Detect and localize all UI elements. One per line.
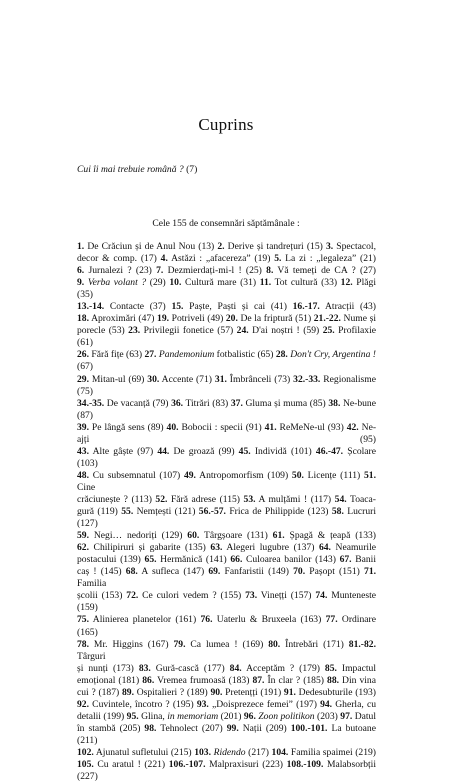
entry-number: 7.	[156, 265, 164, 277]
intro-entry	[77, 164, 197, 175]
entry-number: 94.	[320, 698, 333, 710]
entry-text: De la friptură (51)	[237, 313, 314, 325]
entry-number: 58.	[331, 506, 344, 518]
toc-line	[77, 687, 376, 699]
toc-line	[77, 506, 376, 530]
entry-text: Vinețți (157)	[257, 590, 316, 602]
entry-number: 89.	[121, 686, 134, 698]
entry-number: 43.	[77, 445, 89, 457]
entry-italic-text: Ridendo	[213, 746, 246, 758]
entry-number: 85.	[324, 662, 337, 674]
entry-number: 39.	[77, 421, 89, 433]
entry-text: în stambă (205)	[77, 722, 145, 734]
toc-line	[77, 422, 376, 446]
entry-text: Fără adrese (115)	[167, 493, 244, 505]
entry-number: 40.	[166, 421, 179, 433]
toc-line	[77, 590, 376, 614]
entry-number: 5.	[274, 253, 282, 265]
entry-text: Privilegii fonetice (57)	[140, 325, 237, 337]
entry-text: Vă temeți de CA ? (27)	[273, 265, 376, 277]
entry-text: ReMeNe-ul (93)	[276, 421, 347, 433]
entry-text: Ca lumea ! (169)	[185, 638, 269, 650]
entry-number: 68.	[125, 566, 138, 578]
entry-text: Banii	[351, 554, 377, 566]
entry-text: A mulțămi ! (117)	[255, 493, 335, 505]
entry-number: 20.	[225, 313, 238, 325]
entry-number: 95.	[126, 710, 139, 722]
entry-number: 25.	[322, 325, 335, 337]
entry-text: Nemțești (121)	[133, 506, 199, 518]
entry-number: 92.	[77, 698, 89, 710]
entry-number: 28.	[275, 349, 288, 361]
entry-text: Lucruri (127)	[77, 506, 376, 530]
entry-text: fotbalistic (65)	[214, 349, 276, 361]
entry-text: Accente (71)	[159, 373, 215, 385]
entry-text: „Doisprezece femei” (197)	[208, 698, 321, 710]
entry-number: 81.-82.	[348, 638, 376, 650]
toc-line	[77, 747, 376, 759]
entry-text: La zi : „legaleza” (21)	[281, 253, 376, 265]
intro-title: Cui îi mai trebuie română ?	[77, 164, 184, 175]
entry-text: D'ai noștri ! (59)	[248, 325, 323, 337]
entry-text: (201)	[218, 710, 244, 722]
entry-italic-text: in memoriam	[167, 710, 219, 722]
entry-text: Chilipiruri și gabarite (135)	[89, 542, 211, 554]
toc-line	[77, 398, 376, 422]
entry-number: 86.	[142, 674, 155, 686]
entry-number: 50.	[291, 469, 304, 481]
entry-text: școlii (153)	[77, 590, 127, 602]
entry-text: Mitan-ul (69)	[89, 373, 148, 385]
toc-line	[77, 530, 376, 542]
entry-text: (67)	[77, 361, 93, 373]
toc-line	[77, 313, 376, 325]
entry-text: Dezmierdați-mi-l ! (25)	[163, 265, 267, 277]
entry-text: În clar ? (185)	[264, 674, 328, 686]
entry-text: crăciunește ? (113)	[77, 493, 156, 505]
entry-number: 11.	[259, 277, 272, 289]
entry-number: 60.	[187, 530, 200, 542]
entry-text: Hermănică (141)	[156, 554, 231, 566]
entry-number: 2.	[217, 241, 225, 252]
entry-number: 79.	[173, 638, 186, 650]
entry-text: Pretențți (191)	[222, 686, 284, 698]
entry-text: Fără fițe (63)	[89, 349, 145, 361]
toc-line	[77, 241, 376, 253]
entry-text: Titrări (83)	[183, 397, 231, 409]
entry-number: 13.-14.	[77, 301, 105, 313]
entry-number: 76.	[200, 614, 213, 626]
entry-text: cui ? (187)	[77, 686, 122, 698]
entry-text: Spectacol,	[333, 241, 376, 252]
entry-number: 66.	[230, 554, 243, 566]
entry-text: Uaterlu & Bruxeela (163)	[212, 614, 326, 626]
entry-text: Din vina	[339, 674, 376, 686]
entry-text: Ajunatul sufletului (215)	[93, 746, 195, 758]
entry-number: 88.	[327, 674, 340, 686]
entry-text: Îmbrânceli (73)	[226, 373, 294, 385]
entry-number: 103.	[194, 746, 211, 758]
entry-text: La butoane (211)	[77, 722, 376, 746]
toc-line	[77, 446, 376, 470]
entry-text: decor & comp. (17)	[77, 253, 161, 265]
entry-text: Ce culori vedem ? (155)	[138, 590, 246, 602]
entry-text: Cine	[77, 481, 96, 493]
entry-number: 16.-17.	[292, 301, 320, 313]
entry-text: Antropomorfism (109)	[195, 469, 292, 481]
entry-text: Negi… nedoriți (129)	[89, 530, 188, 542]
entry-text: Neamurile	[330, 542, 377, 554]
entry-text: Jurnalezi ? (23)	[84, 265, 157, 277]
entry-text: Cuvintele, încotro ? (195)	[89, 698, 197, 710]
entry-number: 10.	[169, 277, 182, 289]
entry-text: Dedesubturile (193)	[295, 686, 376, 698]
entry-number: 54.	[334, 493, 347, 505]
entry-text: Tot cultură (33)	[271, 277, 341, 289]
entry-number: 44.	[157, 445, 170, 457]
entry-text: și nunți (173)	[77, 662, 139, 674]
entry-text: Ne-ajți (95)	[77, 421, 377, 445]
entry-number: 75.	[77, 614, 89, 626]
entry-text: Derive și tandrețuri (15)	[224, 241, 326, 252]
entry-italic-text: Verba volant ?	[87, 277, 147, 289]
entry-italic-text: Don't Cry, Argentina !	[290, 349, 376, 361]
entry-number: 24.	[236, 325, 249, 337]
page-title: Cuprins	[198, 115, 254, 134]
entry-text: Acceptăm ? (179)	[241, 662, 325, 674]
entry-text: Datul	[352, 710, 377, 722]
entry-number: 80.	[268, 638, 281, 650]
entry-text: (29)	[146, 277, 170, 289]
toc-line	[77, 374, 376, 398]
entry-text: Șpagă & țeapă (133)	[284, 530, 376, 542]
entry-number: 77.	[325, 614, 338, 626]
entry-text: Pașopt (151)	[305, 566, 365, 578]
entry-number: 6.	[77, 265, 85, 277]
entry-text: Profilaxie (61)	[77, 325, 376, 349]
entry-number: 70.	[293, 566, 306, 578]
entry-text: Ordinare (165)	[77, 614, 376, 638]
entry-text: Ospitalieri ? (189)	[133, 686, 211, 698]
entry-number: 51.	[364, 469, 376, 481]
entry-number: 73.	[245, 590, 258, 602]
intro-page: (7)	[186, 164, 198, 175]
entry-number: 1.	[77, 241, 85, 252]
toc-line	[77, 723, 376, 747]
entry-number: 45.	[238, 445, 251, 457]
entry-text: (203)	[314, 710, 341, 722]
entry-text: porecle (53)	[77, 325, 129, 337]
entry-number: 3.	[325, 241, 334, 252]
entry-number: 59.	[77, 530, 89, 542]
entry-text: Potriveli (49)	[169, 313, 226, 325]
toc-line	[77, 349, 376, 373]
entry-text: postacului (139)	[77, 554, 145, 566]
entry-number: 105.	[77, 759, 94, 771]
entry-number: 93.	[196, 698, 209, 710]
entry-number: 53.	[243, 493, 256, 505]
entry-number: 91.	[283, 686, 296, 698]
entry-text: Individă (101)	[250, 445, 316, 457]
entry-text: Întrebări (171)	[280, 638, 349, 650]
entry-text: Familia spaimei (219)	[288, 746, 376, 758]
entry-text: Gluma și muma (85)	[242, 397, 329, 409]
toc-line	[77, 711, 376, 723]
toc-line	[77, 614, 376, 638]
entry-number: 100.-101.	[290, 722, 328, 734]
toc-line	[77, 301, 376, 313]
entry-text: Plăgi (35)	[77, 277, 376, 301]
entry-number: 34.-35.	[77, 397, 105, 409]
entry-number: 96.	[243, 710, 256, 722]
entry-text: Târguri	[77, 650, 106, 662]
entry-number: 108.-109.	[286, 759, 324, 771]
entry-number: 61.	[272, 530, 285, 542]
entry-number: 8.	[266, 265, 274, 277]
entry-number: 49.	[183, 469, 196, 481]
entry-number: 104.	[271, 746, 289, 758]
entry-text: Culoarea banilor (143)	[242, 554, 340, 566]
entry-number: 65.	[144, 554, 157, 566]
entry-number: 71.	[364, 566, 377, 578]
entry-number: 12.	[340, 277, 353, 289]
entry-text: Tehnolect (207)	[156, 722, 227, 734]
toc-line	[77, 325, 376, 349]
entry-number: 64.	[318, 542, 331, 554]
entry-number: 99.	[226, 722, 239, 734]
entry-number: 62.	[77, 542, 89, 554]
entry-text: Licențe (111)	[303, 469, 364, 481]
toc-line	[77, 639, 376, 663]
entry-text: Pe lângă sens (89)	[89, 421, 167, 433]
toc-line	[77, 675, 376, 687]
entry-number: 69.	[208, 566, 221, 578]
entry-number: 30.	[147, 373, 160, 385]
entry-text: Nații (209)	[238, 722, 291, 734]
entry-italic-text: Pandemonium	[158, 349, 215, 361]
entry-number: 102.	[77, 746, 94, 758]
entry-text: Malabsorbții (227)	[77, 759, 376, 783]
entry-number: 29.	[77, 373, 89, 385]
entry-text: gură (119)	[77, 506, 122, 518]
entry-number: 4.	[160, 253, 168, 265]
entry-text: emoțional (181)	[77, 674, 143, 686]
entry-text: Mr. Higgins (167)	[89, 638, 174, 650]
entry-text: Alte gâște (97)	[89, 445, 158, 457]
entry-text: Ne-bune (87)	[77, 397, 376, 421]
entry-text: Alegeri lugubre (137)	[222, 542, 319, 554]
entry-number: 87.	[252, 674, 265, 686]
entry-text: Munteneste (159)	[77, 590, 376, 614]
table-of-contents	[77, 241, 376, 783]
entry-text: Regionalisme (75)	[77, 373, 377, 397]
toc-line	[77, 554, 376, 566]
entry-text: Târgșoare (131)	[199, 530, 273, 542]
toc-line	[77, 277, 376, 301]
entry-text: Frica de Philippide (123)	[225, 506, 332, 518]
entry-text: Vremea frumoasă (183)	[154, 674, 253, 686]
section-subtitle: Cele 155 de consemnări săptămânale :	[152, 218, 300, 229]
entry-number: 52.	[155, 493, 168, 505]
entry-text: Cu aratul ! (221)	[93, 759, 169, 771]
entry-number: 48.	[77, 469, 89, 481]
entry-number: 37.	[230, 397, 243, 409]
entry-number: 18.	[77, 313, 89, 325]
entry-text: Cultură mare (31)	[181, 277, 260, 289]
entry-text: De vacanță (79)	[104, 397, 172, 409]
entry-text: Cu subsemnatul (107)	[89, 469, 184, 481]
entry-text: detalii (199)	[77, 710, 127, 722]
entry-number: 9.	[77, 277, 85, 289]
entry-italic-text: Zoon politikon	[258, 710, 315, 722]
entry-number: 63.	[210, 542, 223, 554]
entry-text: Impactul	[336, 662, 376, 674]
toc-line	[77, 253, 376, 265]
entry-text: (217)	[245, 746, 272, 758]
entry-text: Malpraxisuri (223)	[205, 759, 287, 771]
entry-text: Școlare (103)	[77, 445, 377, 469]
entry-text: Atracții (43)	[319, 301, 377, 313]
entry-text: caș ! (145)	[77, 566, 126, 578]
entry-number: 97.	[340, 710, 353, 722]
entry-text: Contacte (37)	[104, 301, 172, 313]
toc-line	[77, 699, 376, 711]
entry-text: Gură-cască (177)	[150, 662, 230, 674]
entry-number: 83.	[138, 662, 151, 674]
entry-text: Fanfaristii (149)	[220, 566, 294, 578]
entry-text: Toaca-	[346, 493, 376, 505]
entry-number: 55.	[121, 506, 134, 518]
entry-text: Alinierea planetelor (161)	[89, 614, 201, 626]
entry-text: Aproximări (47)	[89, 313, 158, 325]
toc-line	[77, 470, 376, 494]
entry-text: Astăzi : „afacereza” (19)	[167, 253, 275, 265]
entry-text: Paște, Paști și cai (41)	[183, 301, 293, 313]
entry-text: Glina,	[138, 710, 168, 722]
entry-number: 21.-22.	[313, 313, 341, 325]
entry-number: 38.	[328, 397, 341, 409]
entry-number: 26.	[77, 349, 89, 361]
entry-number: 72.	[126, 590, 139, 602]
entry-number: 46.-47.	[315, 445, 344, 457]
entry-number: 90.	[210, 686, 223, 698]
entry-number: 23.	[128, 325, 141, 337]
entry-number: 32.-33.	[293, 373, 321, 385]
entry-text: Familia	[77, 578, 107, 590]
entry-text: Nume și	[340, 313, 376, 325]
entry-number: 36.	[171, 397, 184, 409]
entry-text: A sufleca (147)	[137, 566, 209, 578]
entry-number: 27.	[144, 349, 157, 361]
entry-text: De Crăciun și de Anul Nou (13)	[84, 241, 218, 252]
entry-number: 74.	[315, 590, 328, 602]
toc-line	[77, 542, 376, 554]
entry-number: 67.	[339, 554, 352, 566]
toc-line	[77, 494, 376, 506]
entry-number: 56.-57.	[198, 506, 226, 518]
entry-text: Gherla, cu	[332, 698, 376, 710]
entry-number: 15.	[171, 301, 184, 313]
entry-number: 98.	[144, 722, 157, 734]
entry-number: 106.-107.	[168, 759, 206, 771]
entry-number: 41.	[264, 421, 277, 433]
toc-line	[77, 566, 376, 590]
entry-number: 84.	[229, 662, 242, 674]
entry-number: 78.	[77, 638, 89, 650]
toc-line	[77, 663, 376, 675]
entry-number: 19.	[157, 313, 170, 325]
toc-line	[77, 759, 376, 783]
entry-text: Bobocii : specii (91)	[178, 421, 265, 433]
entry-number: 31.	[214, 373, 227, 385]
toc-line	[77, 265, 376, 277]
entry-number: 42.	[346, 421, 359, 433]
entry-text: De groază (99)	[169, 445, 239, 457]
